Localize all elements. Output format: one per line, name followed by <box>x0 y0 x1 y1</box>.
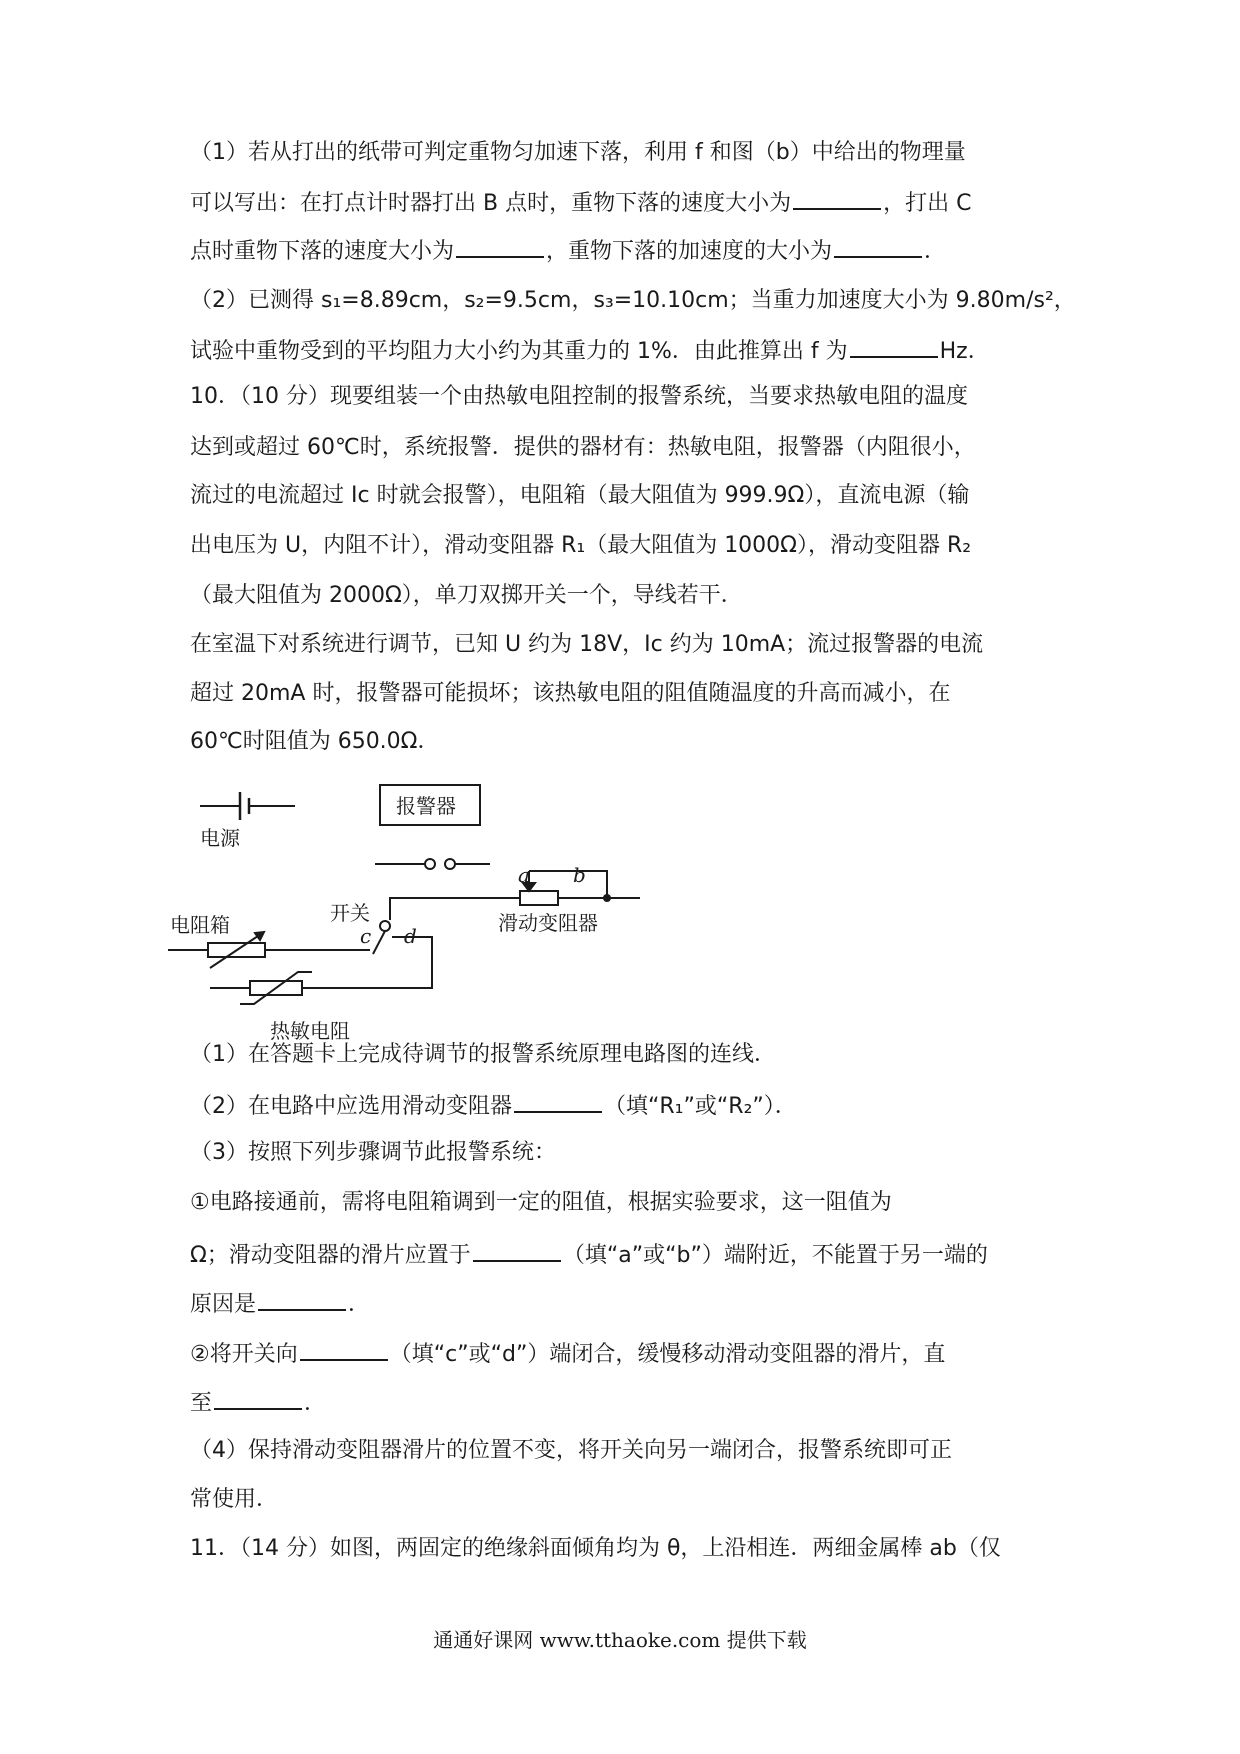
text-segment: ． <box>304 1391 327 1416</box>
text-line <box>190 433 976 463</box>
answer-blank <box>834 234 922 258</box>
text-line <box>190 382 968 412</box>
text-line <box>190 679 950 709</box>
rheostat-label: 滑动变阻器 <box>498 911 598 935</box>
text-line <box>190 1436 952 1466</box>
battery-symbol <box>200 792 295 820</box>
answer-blank <box>514 1089 602 1113</box>
text-segment: 流过的电流超过 Ic 时就会报警），电阻箱（最大阻值为 999.9Ω），直流电源（输 <box>190 483 970 508</box>
text-segment: （填“a”或“b”）端附近，不能置于另一端的 <box>562 1243 988 1268</box>
text-segment: ②将开关向 <box>190 1342 298 1367</box>
text-segment: （3）按照下列步骤调节此报警系统： <box>190 1140 556 1165</box>
text-line <box>190 234 946 267</box>
thermistor-label: 热敏电阻 <box>270 1019 350 1043</box>
text-segment: （1）在答题卡上完成待调节的报警系统原理电路图的连线． <box>190 1042 776 1067</box>
answer-blank <box>793 186 881 210</box>
text-segment: 达到或超过 60℃时，系统报警．提供的器材有：热敏电阻，报警器（内阻很小， <box>190 435 976 460</box>
text-line <box>190 1188 892 1218</box>
resistor-box-label: 电阻箱 <box>170 913 230 937</box>
resistor-box-symbol <box>208 932 265 968</box>
text-segment: 10．（10 分）现要组装一个由热敏电阻控制的报警系统，当要求热敏电阻的温度 <box>190 384 968 409</box>
terminal-b-label: b <box>573 863 586 887</box>
text-line <box>190 1238 988 1271</box>
text-segment: ． <box>348 1292 371 1317</box>
answer-blank <box>300 1337 388 1361</box>
text-segment: 试验中重物受到的平均阻力大小约为其重力的 1%．由此推算出 f 为 <box>190 339 848 364</box>
text-line <box>190 1287 370 1320</box>
text-segment: （填“c”或“d”）端闭合，缓慢移动滑动变阻器的滑片，直 <box>389 1342 946 1367</box>
answer-blank <box>258 1287 346 1311</box>
text-line <box>190 1138 556 1168</box>
text-line <box>190 1089 797 1122</box>
text-segment: 60℃时阻值为 650.0Ω． <box>190 729 440 754</box>
text-segment: （1）若从打出的纸带可判定重物匀加速下落，利用 f 和图（b）中给出的物理量 <box>190 140 966 165</box>
power-label: 电源 <box>200 826 240 850</box>
text-line <box>190 630 983 660</box>
terminal-c-label: c <box>360 924 372 948</box>
text-segment: ，重物下落的加速度的大小为 <box>546 239 833 264</box>
text-line <box>190 1337 945 1370</box>
answer-blank <box>456 234 544 258</box>
thermistor-symbol <box>210 972 340 1004</box>
circuit-figure <box>170 780 660 1055</box>
text-segment: 常使用． <box>190 1487 279 1512</box>
text-line <box>190 1386 326 1419</box>
text-segment: 出电压为 U，内阻不计），滑动变阻器 R₁（最大阻值为 1000Ω），滑动变阻器 R₂ <box>190 533 972 558</box>
answer-blank <box>214 1386 302 1410</box>
answer-blank <box>850 334 938 358</box>
text-line <box>190 334 990 367</box>
text-segment: 至 <box>190 1391 213 1416</box>
terminal-d-label: d <box>404 924 417 948</box>
text-segment: （最大阻值为 2000Ω），单刀双掷开关一个，导线若干． <box>190 583 743 608</box>
text-segment: 原因是 <box>190 1292 257 1317</box>
text-segment: 可以写出：在打点计时器打出 B 点时，重物下落的速度大小为 <box>190 191 792 216</box>
answer-blank <box>473 1238 561 1262</box>
text-segment: （填“R₁”或“R₂”）． <box>604 1094 797 1119</box>
text-line <box>190 1485 278 1515</box>
text-segment: 超过 20mA 时，报警器可能损坏；该热敏电阻的阻值随温度的升高而减小，在 <box>190 681 951 706</box>
alarm-label: 报警器 <box>396 794 456 818</box>
text-segment: Hz． <box>939 339 990 364</box>
junction-dot <box>603 894 611 902</box>
text-segment: （2）已测得 s₁=8.89cm，s₂=9.5cm，s₃=10.10cm；当重力加速度大小为 9.80m/s²， <box>190 288 1076 313</box>
text-line <box>190 186 971 219</box>
terminal-a-label: a <box>518 863 530 887</box>
text-line <box>190 581 743 611</box>
text-segment: 在室温下对系统进行调节，已知 U 约为 18V，Ic 约为 10mA；流过报警器的电流 <box>190 632 984 657</box>
text-segment: 11．（14 分）如图，两固定的绝缘斜面倾角均为 θ，上沿相连．两细金属棒 ab（仅 <box>190 1536 1001 1561</box>
text-line <box>190 138 966 168</box>
text-segment: （4）保持滑动变阻器滑片的位置不变，将开关向另一端闭合，报警系统即可正 <box>190 1438 952 1463</box>
text-line <box>190 1534 1001 1564</box>
text-line <box>190 481 969 511</box>
switch-label: 开关 <box>330 901 370 925</box>
text-segment: ． <box>924 239 947 264</box>
text-segment: ①电路接通前，需将电阻箱调到一定的阻值，根据实验要求，这一阻值为 <box>190 1190 892 1215</box>
text-line <box>190 531 971 561</box>
text-segment: 点时重物下落的速度大小为 <box>190 239 455 264</box>
text-line <box>190 727 440 757</box>
page-footer: 通通好课网 www.tthaoke.com 提供下载 <box>433 1628 807 1652</box>
text-line <box>190 286 1076 316</box>
text-segment: （2）在电路中应选用滑动变阻器 <box>190 1094 512 1119</box>
text-segment: ，打出 C <box>883 191 972 216</box>
text-segment: Ω；滑动变阻器的滑片应置于 <box>190 1243 471 1268</box>
